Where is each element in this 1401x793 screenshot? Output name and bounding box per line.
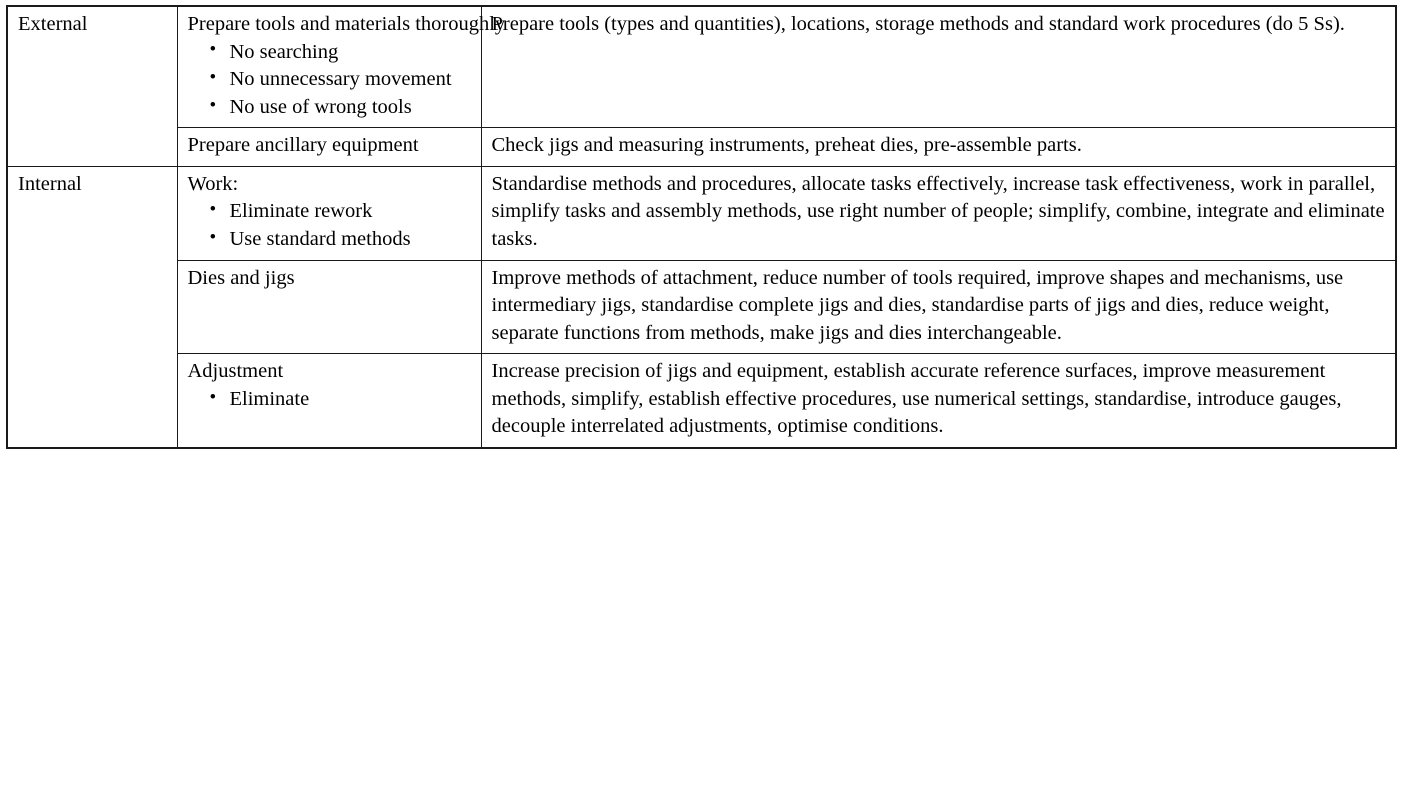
- topic-bullet-item: • No unnecessary movement: [210, 66, 473, 94]
- table-body: [7, 6, 1396, 448]
- topic-heading: Prepare tools and materials thoroughly: [187, 13, 506, 35]
- topic-bullet-item: • No use of wrong tools: [210, 94, 473, 122]
- improvement-actions-text: Check jigs and measuring instruments, preheat dies, pre-assemble parts.: [491, 134, 1082, 157]
- setup-type-cell: [7, 166, 177, 448]
- table-row: [7, 354, 1396, 448]
- topic-heading: Adjustment: [187, 360, 284, 383]
- setup-type-label: External: [18, 13, 88, 35]
- topic-bullet-list: [188, 386, 473, 414]
- topic-bullet-list: [188, 198, 473, 253]
- improvement-actions-text: Prepare tools (types and quantities), locations, storage methods and standard work procedures (do 5 Ss).: [491, 13, 1345, 35]
- improvement-topic-cell: [177, 6, 506, 128]
- topic-bullet-list: [188, 39, 473, 122]
- topic-bullet-item: • No searching: [210, 39, 473, 67]
- table-row: [7, 166, 1396, 260]
- setup-type-label: Internal: [18, 172, 82, 195]
- topic-bullet-item: • Eliminate: [210, 386, 473, 414]
- topic-bullet-item: • Use standard methods: [210, 226, 473, 254]
- improvement-actions-text: Increase precision of jigs and equipment, establish accurate reference surfaces, improve measurement methods, simplify, establish effective procedures, use numerical settings, standardise, introduce gauges, decouple interrelated adjustments, optimise conditions.: [491, 360, 1342, 438]
- improvement-actions-text: Improve methods of attachment, reduce number of tools required, improve shapes and mechanisms, use intermediary jigs, standardise complete jigs and dies, standardise parts of jigs and dies, reduce weight, separate functions from methods, make jigs and dies interchangeable.: [491, 266, 1344, 344]
- table-row: [7, 6, 1396, 128]
- improvement-topic-cell: [177, 166, 481, 260]
- improvement-topic-cell: [177, 354, 481, 448]
- improvement-actions-cell: [481, 260, 1396, 354]
- improvement-techniques-table: [6, 5, 1397, 449]
- topic-heading: Prepare ancillary equipment: [187, 134, 419, 157]
- improvement-actions-cell: [481, 354, 1396, 448]
- topic-heading: Dies and jigs: [187, 266, 295, 289]
- table-row: [7, 128, 1396, 167]
- table-row: [7, 260, 1396, 354]
- topic-heading: Work:: [187, 172, 239, 195]
- improvement-actions-text: Standardise methods and procedures, allocate tasks effectively, increase task effectiveness, work in parallel, simplify tasks and assembly methods, use right number of people; simplify, combine, integrate and eliminate tasks.: [491, 172, 1385, 250]
- setup-type-cell: [7, 6, 177, 166]
- improvement-topic-cell: [177, 128, 481, 167]
- topic-bullet-item: • Eliminate rework: [210, 198, 473, 226]
- improvement-topic-cell: [177, 260, 481, 354]
- improvement-actions-cell: [481, 6, 1396, 128]
- improvement-actions-cell: [481, 166, 1396, 260]
- improvement-actions-cell: [481, 128, 1396, 167]
